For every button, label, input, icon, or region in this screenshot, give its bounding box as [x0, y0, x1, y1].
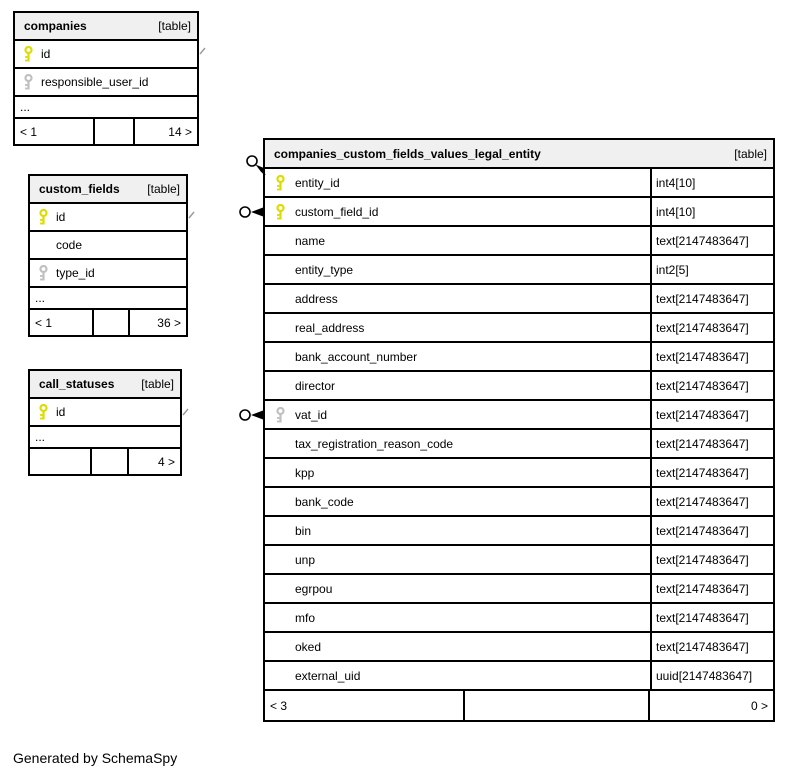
- no-key-spacer: [265, 256, 295, 283]
- column-name: oked: [295, 639, 322, 654]
- column-type: text[2147483647]: [650, 488, 773, 515]
- table-type-badge: [table]: [147, 182, 180, 196]
- more-columns-row: ...: [30, 288, 186, 310]
- column-type: text[2147483647]: [650, 401, 773, 428]
- column-name: unp: [295, 552, 316, 567]
- table-footer: [30, 310, 186, 335]
- column-type: text[2147483647]: [650, 546, 773, 573]
- no-key-spacer: [265, 459, 295, 486]
- column-type: text[2147483647]: [650, 430, 773, 457]
- foreign-key-icon: [15, 69, 41, 95]
- table-footer: [265, 691, 773, 720]
- column-type: int4[10]: [650, 169, 773, 196]
- no-key-spacer: [265, 372, 295, 399]
- relationship-connector-custom-field-id-icon: [238, 203, 264, 221]
- table-type-badge: [table]: [158, 19, 191, 33]
- column-row-tax_registration_reason_code: [265, 430, 773, 459]
- foreign-key-icon: [265, 401, 295, 428]
- column-type: text[2147483647]: [650, 372, 773, 399]
- edge-stub-custom-fields-id-icon: [188, 211, 196, 220]
- column-name: egrpou: [295, 581, 333, 596]
- column-type: text[2147483647]: [650, 285, 773, 312]
- table-companies[interactable]: [13, 11, 199, 146]
- column-type: text[2147483647]: [650, 314, 773, 341]
- column-row-external_uid: [265, 662, 773, 691]
- column-row-mfo: [265, 604, 773, 633]
- column-name: real_address: [295, 320, 365, 335]
- no-key-spacer: [265, 285, 295, 312]
- footer-middle-cell: [92, 449, 129, 474]
- no-key-spacer: [265, 343, 295, 370]
- column-name: bank_account_number: [295, 349, 418, 364]
- column-name: entity_id: [295, 175, 340, 190]
- footer-middle-cell: [94, 310, 130, 335]
- primary-key-icon: [30, 204, 56, 230]
- column-row-name: [265, 227, 773, 256]
- no-key-spacer: [265, 604, 295, 631]
- column-type: text[2147483647]: [650, 575, 773, 602]
- column-type: text[2147483647]: [650, 343, 773, 370]
- table-header: [265, 140, 773, 169]
- column-row-real_address: [265, 314, 773, 343]
- footer-left-cell: < 3: [265, 691, 465, 720]
- table-title: companies_custom_fields_values_legal_entity: [274, 146, 541, 161]
- column-type: text[2147483647]: [650, 604, 773, 631]
- table-title: call_statuses: [39, 377, 115, 391]
- column-type: text[2147483647]: [650, 227, 773, 254]
- edge-stub-companies-id-icon: [199, 47, 207, 56]
- column-name: id: [56, 210, 66, 224]
- column-name: tax_registration_reason_code: [295, 436, 454, 451]
- table-footer: [15, 119, 197, 144]
- column-row-entity_id: [265, 169, 773, 198]
- no-key-spacer: [265, 662, 295, 689]
- table-type-badge: [table]: [734, 146, 767, 161]
- footer-left-cell: [30, 449, 92, 474]
- footer-middle-cell: [465, 691, 650, 720]
- footer-right-cell: 14 >: [168, 124, 192, 139]
- footer-right-cell: 36 >: [157, 315, 181, 330]
- edge-stub-call-statuses-id-icon: [182, 408, 190, 417]
- column-row-egrpou: [265, 575, 773, 604]
- column-row-bank_code: [265, 488, 773, 517]
- footer-left-cell: < 1: [15, 119, 95, 144]
- column-row-vat_id: [265, 401, 773, 430]
- column-row-entity_type: [265, 256, 773, 285]
- no-key-spacer: [265, 227, 295, 254]
- column-name: director: [295, 378, 336, 393]
- column-type: text[2147483647]: [650, 517, 773, 544]
- primary-key-icon: [265, 169, 295, 196]
- column-name: code: [56, 238, 83, 252]
- footer-middle-cell: [95, 119, 135, 144]
- column-row-director: [265, 372, 773, 401]
- column-type: uuid[2147483647]: [650, 662, 773, 689]
- footer-right-cell: 0 >: [750, 698, 768, 713]
- column-name: entity_type: [295, 262, 354, 277]
- no-key-spacer: [265, 517, 295, 544]
- column-name: bank_code: [295, 494, 354, 509]
- no-key-spacer: [265, 575, 295, 602]
- column-type: text[2147483647]: [650, 459, 773, 486]
- table-call-statuses[interactable]: [28, 369, 182, 476]
- column-row-id: [30, 204, 186, 232]
- column-type: int4[10]: [650, 198, 773, 225]
- column-name: vat_id: [295, 407, 328, 422]
- primary-key-icon: [265, 198, 295, 225]
- column-name: name: [295, 233, 326, 248]
- no-key-spacer: [30, 232, 56, 258]
- column-name: id: [56, 405, 66, 419]
- column-type: int2[5]: [650, 256, 773, 283]
- column-row-type_id: [30, 260, 186, 288]
- column-row-bank_account_number: [265, 343, 773, 372]
- column-name: address: [295, 291, 338, 306]
- primary-key-icon: [15, 41, 41, 67]
- footer-left-cell: < 1: [30, 310, 94, 335]
- table-header: [30, 371, 180, 399]
- column-row-kpp: [265, 459, 773, 488]
- table-header: [15, 13, 197, 41]
- no-key-spacer: [265, 488, 295, 515]
- column-row-id: [15, 41, 197, 69]
- table-title: companies: [24, 19, 87, 33]
- column-row-id: [30, 399, 180, 427]
- relationship-connector-vat-id-icon: [238, 406, 264, 424]
- column-row-responsible_user_id: [15, 69, 197, 97]
- no-key-spacer: [265, 430, 295, 457]
- no-key-spacer: [265, 314, 295, 341]
- column-row-address: [265, 285, 773, 314]
- column-name: bin: [295, 523, 312, 538]
- table-type-badge: [table]: [141, 377, 174, 391]
- table-title: custom_fields: [39, 182, 120, 196]
- footer-right-cell: 4 >: [157, 454, 175, 469]
- column-name: mfo: [295, 610, 316, 625]
- more-columns-row: ...: [30, 427, 180, 449]
- table-header: [30, 176, 186, 204]
- column-name: external_uid: [295, 668, 361, 683]
- column-name: kpp: [295, 465, 315, 480]
- column-row-bin: [265, 517, 773, 546]
- column-name: type_id: [56, 266, 95, 280]
- column-row-unp: [265, 546, 773, 575]
- column-type: text[2147483647]: [650, 633, 773, 660]
- primary-key-icon: [30, 399, 56, 425]
- table-footer: [30, 449, 180, 474]
- column-row-custom_field_id: [265, 198, 773, 227]
- column-name: id: [41, 47, 51, 61]
- column-row-code: [30, 232, 186, 260]
- column-name: responsible_user_id: [41, 75, 149, 89]
- more-columns-row: ...: [15, 97, 197, 119]
- table-companies-custom-fields-values-legal-entity[interactable]: [263, 138, 775, 722]
- table-custom-fields[interactable]: [28, 174, 188, 337]
- foreign-key-icon: [30, 260, 56, 286]
- generator-note: Generated by SchemaSpy: [13, 750, 178, 766]
- no-key-spacer: [265, 633, 295, 660]
- no-key-spacer: [265, 546, 295, 573]
- column-name: custom_field_id: [295, 204, 379, 219]
- relationship-connector-entity-id-icon: [239, 149, 267, 183]
- column-row-oked: [265, 633, 773, 662]
